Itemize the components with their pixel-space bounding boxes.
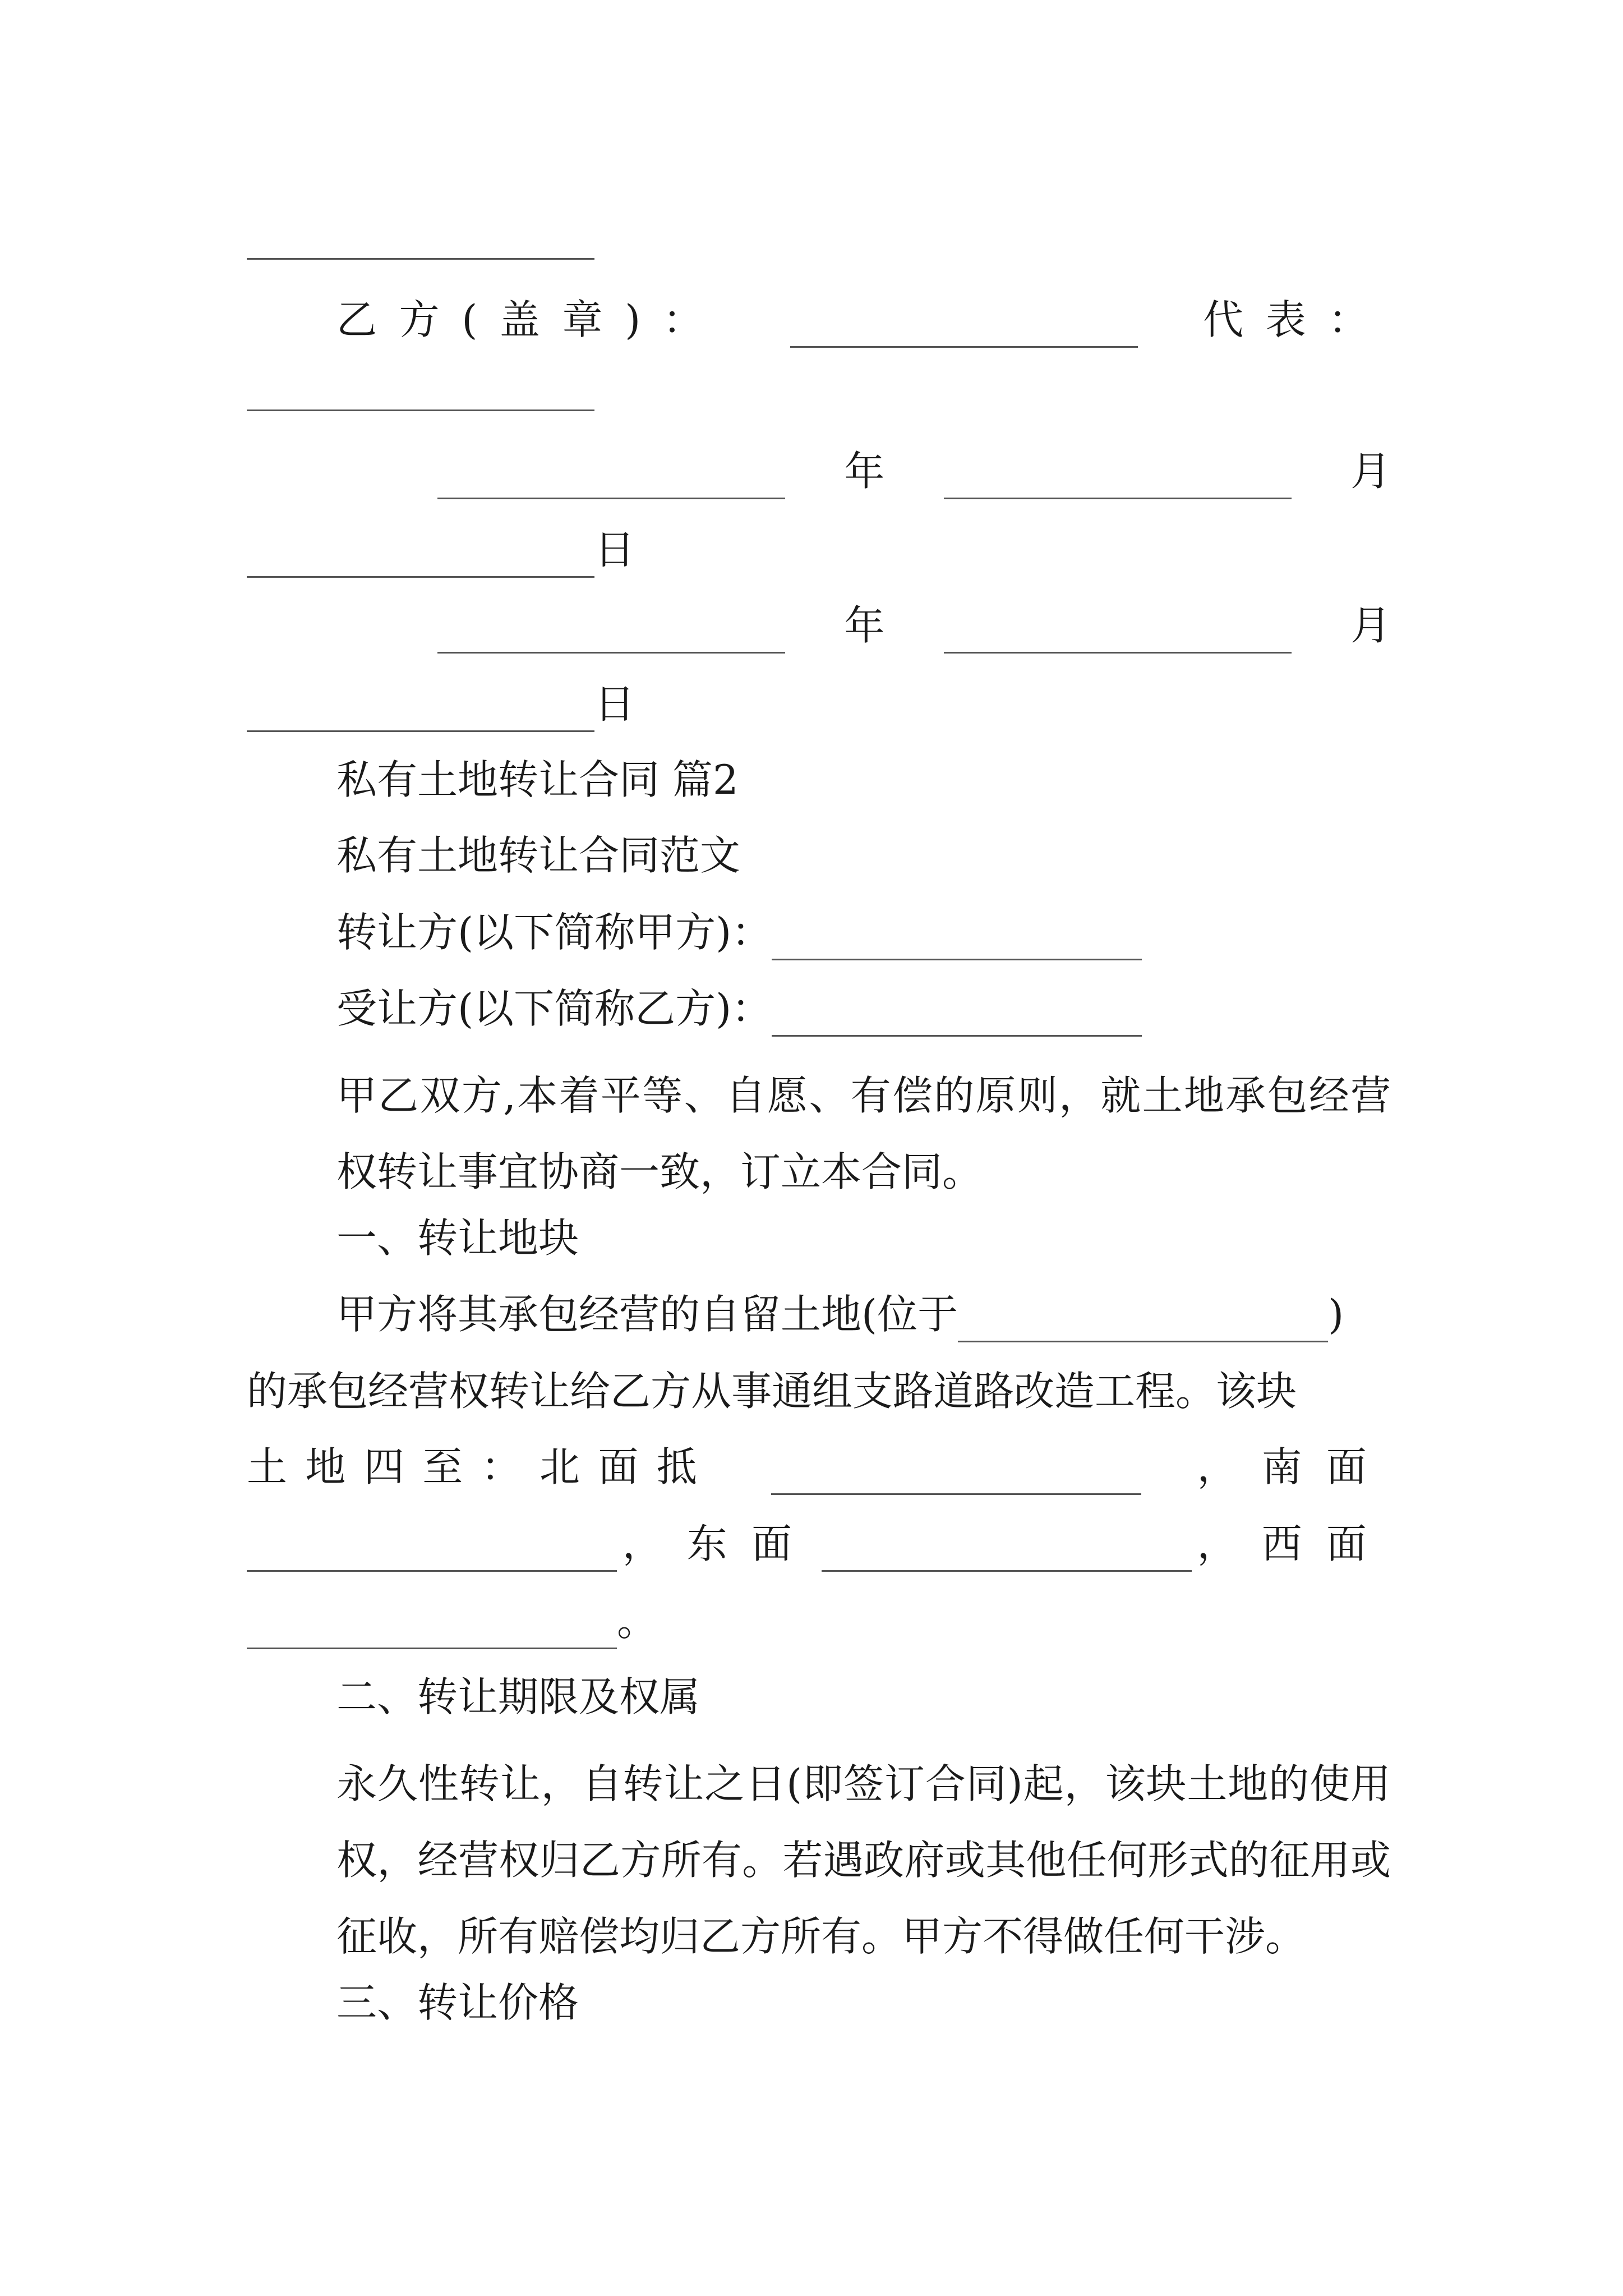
party-b-seal-label: 乙方(盖章)：	[336, 296, 726, 343]
signature-blank-top	[247, 258, 594, 260]
transferor-label: 转让方(以下简称甲方)：	[336, 909, 772, 956]
year-label-2: 年	[844, 602, 885, 649]
day-line-1	[247, 522, 1391, 578]
clause1-line-b: 的承包经营权转让给乙方从事通组支路道路改造工程。该块	[247, 1368, 1297, 1415]
party-b-seal-blank	[790, 307, 1138, 348]
west-blank	[247, 1608, 617, 1649]
party-b-seal-line	[247, 292, 1391, 348]
date-line-2	[247, 597, 1391, 654]
section-subtitle: 私有土地转让合同范文	[336, 832, 741, 879]
clause3-title: 三、转让价格	[336, 1979, 579, 2026]
day-label-2: 日	[594, 680, 635, 728]
clause2-title: 二、转让期限及权属	[336, 1673, 700, 1720]
location-blank	[958, 1301, 1328, 1342]
year-blank-2	[437, 613, 785, 654]
section-heading: 私有土地转让合同 篇2	[336, 756, 739, 803]
east-label: ，东面	[622, 1520, 817, 1567]
month-blank-2	[944, 613, 1292, 654]
clause1-line-a: 甲方将其承包经营的自留土地(位于 )	[247, 1286, 1391, 1342]
north-blank	[771, 1454, 1141, 1495]
south-label: ，南面	[1197, 1443, 1391, 1490]
clause2-paragraph: 永久性转让，自转让之日(即签订合同)起，该块土地的使用权，经营权归乙方所有。若遇政府或其他任何形式的征用或征收，所有赔偿均归乙方所有。甲方不得做任何干涉。	[336, 1760, 1391, 1960]
day-blank-2	[247, 691, 594, 732]
day-label-1: 日	[594, 526, 635, 573]
intro-paragraph: 甲乙双方,本着平等、自愿、有偿的原则，就土地承包经营权转让事宜协商一致，订立本合同。	[336, 1072, 1391, 1195]
day-blank-1	[247, 537, 594, 578]
transferor-line	[247, 904, 1391, 960]
month-label-1: 月	[1350, 448, 1391, 495]
south-blank	[247, 1531, 617, 1572]
month-label-2: 月	[1350, 602, 1391, 649]
rep-blank	[247, 409, 594, 411]
transferee-label: 受让方(以下简称乙方)：	[336, 985, 772, 1032]
year-blank-1	[437, 458, 785, 499]
boundary-line-2	[247, 1516, 1391, 1572]
clause1-title: 一、转让地块	[336, 1214, 579, 1262]
date-line-1	[247, 443, 1391, 499]
transferee-blank	[772, 996, 1142, 1037]
east-blank	[822, 1531, 1192, 1572]
month-blank-1	[944, 458, 1292, 499]
year-label-1: 年	[844, 448, 885, 495]
rep-label: 代表：	[1203, 296, 1391, 343]
day-line-2	[247, 676, 1391, 732]
west-label: ，西面	[1197, 1520, 1391, 1567]
boundary-line-1	[247, 1439, 1391, 1495]
boundary-line-3: 。	[247, 1593, 1391, 1649]
boundary-label: 土地四至：北面抵	[247, 1443, 716, 1490]
transferee-line	[247, 981, 1391, 1037]
transferor-blank	[772, 919, 1142, 960]
